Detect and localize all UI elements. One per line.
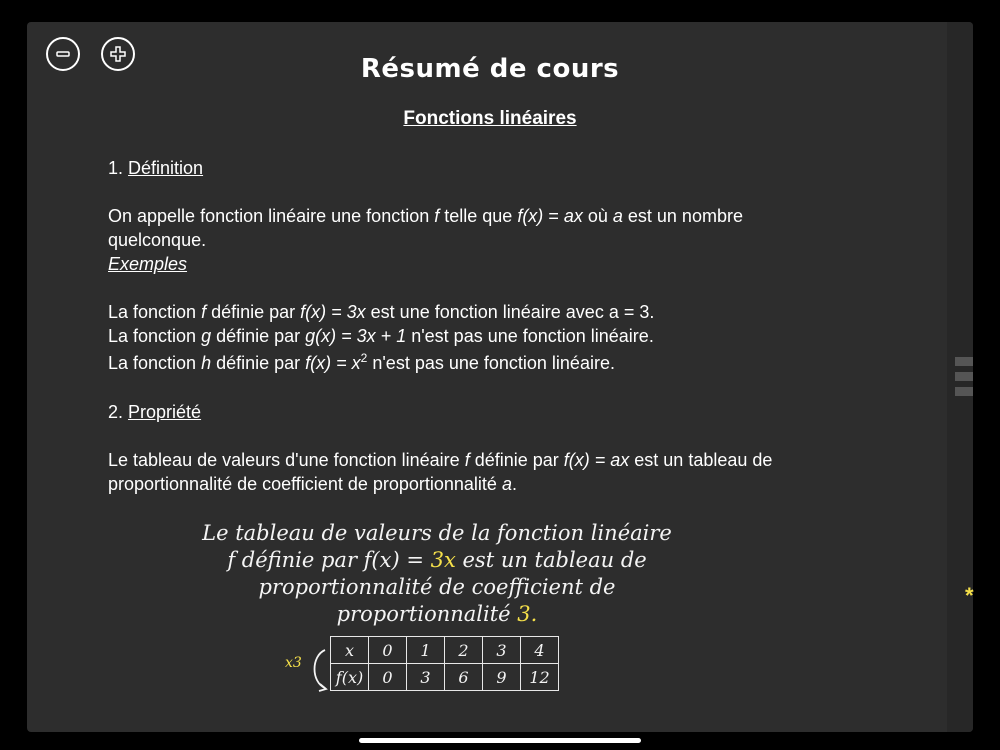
multiplier-label: x3 — [285, 655, 302, 671]
document-viewer[interactable] — [27, 22, 973, 732]
example-item: La fonction h définie par $f(x) = x^2$ n'est pas une fonction linéaire. — [108, 351, 615, 373]
section-2-heading — [108, 400, 848, 424]
table-row: f(x) 0 3 6 9 12 — [331, 664, 559, 691]
edge-marker-icon: * — [965, 583, 974, 608]
section-1-heading — [108, 156, 848, 180]
section-heading-text: Propriété — [128, 402, 202, 422]
property-paragraph: Le tableau de valeurs d'une fonction linéaire f définie par f(x) = ax est un tableau de proportionnalité de coefficient de proportionnalité a. — [108, 450, 773, 494]
examples-label: Exemples — [108, 254, 188, 274]
section-heading-text: Définition — [128, 158, 204, 178]
definition-paragraph: On appelle fonction linéaire une fonction f telle que f(x) = ax où a est un nombre quelconque. Exemples — [108, 206, 743, 274]
section-number: 1. — [108, 158, 124, 178]
scroll-handle-line[interactable] — [955, 372, 973, 381]
page-subtitle: Fonctions linéaires — [403, 108, 577, 129]
chalkboard-illustration: Le tableau de valeurs de la fonction linéaire f définie par f(x) = 3x est un tableau de proportionnalité de coefficient de proportionnalité 3. — [202, 521, 672, 626]
proportionality-table — [330, 636, 559, 691]
section-number: 2. — [108, 402, 124, 422]
example-item: La fonction f définie par f(x) = 3x est une fonction linéaire avec a = 3. — [108, 302, 655, 322]
page-title: Résumé de cours — [360, 54, 620, 84]
examples-list — [108, 300, 848, 375]
scroll-handle-line[interactable] — [955, 387, 973, 396]
example-item: La fonction g définie par g(x) = 3x + 1 n'est pas une fonction linéaire. — [108, 326, 654, 346]
table-row: x 0 1 2 3 4 — [331, 637, 559, 664]
home-indicator[interactable] — [359, 738, 641, 743]
scroll-handle-line[interactable] — [955, 357, 973, 366]
